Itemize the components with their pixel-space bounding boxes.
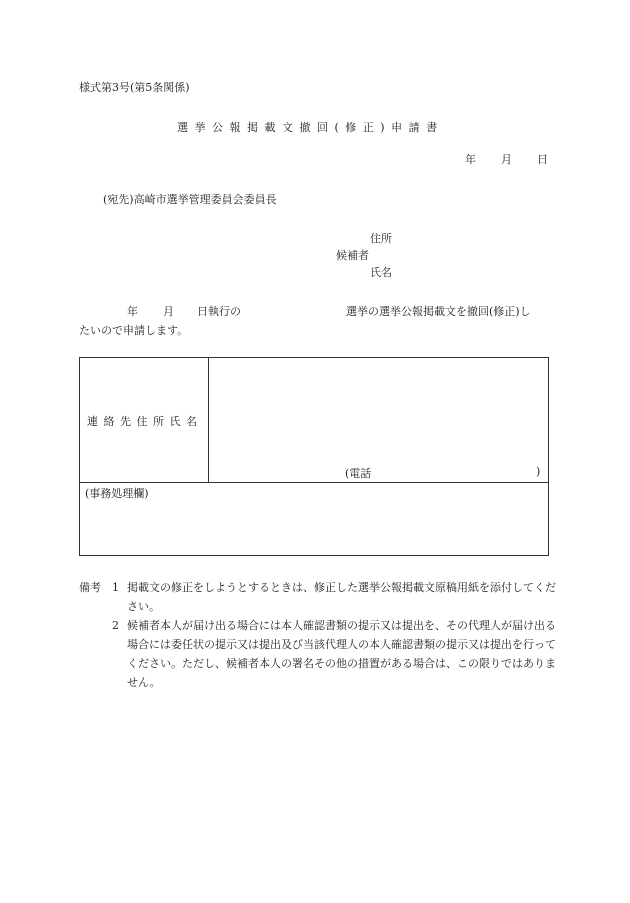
table-horizontal-divider bbox=[80, 482, 548, 483]
date-year-label: 年 bbox=[465, 153, 476, 166]
address-label: 住所 bbox=[370, 232, 392, 245]
note-item bbox=[79, 578, 556, 616]
date-day-label: 日 bbox=[537, 153, 548, 166]
notes-heading: 備考 bbox=[79, 581, 101, 594]
request-line-2: たいので申請します。 bbox=[79, 324, 189, 337]
request-year-label: 年 bbox=[127, 305, 138, 318]
note-number: 2 bbox=[112, 619, 119, 632]
addressee: (宛先)高崎市選挙管理委員会委員長 bbox=[103, 193, 277, 206]
phone-close-paren: ) bbox=[536, 465, 541, 478]
request-line-1: 選挙の選挙公報掲載文を撤回(修正)し bbox=[346, 305, 531, 318]
table-vertical-divider bbox=[208, 358, 209, 482]
note-number: 1 bbox=[112, 581, 119, 594]
contact-label: 連絡先住所氏名 bbox=[87, 415, 203, 428]
form-number: 様式第3号(第5条関係) bbox=[79, 81, 190, 94]
request-month-label: 月 bbox=[163, 305, 174, 318]
candidate-label: 候補者 bbox=[336, 249, 369, 262]
office-use-label: (事務処理欄) bbox=[85, 487, 149, 500]
name-label: 氏名 bbox=[370, 266, 392, 279]
request-execution-label: 日執行の bbox=[197, 305, 241, 318]
note-item bbox=[79, 616, 556, 692]
note-text: 掲載文の修正をしようとするときは、修正した選挙公報掲載文原稿用紙を添付してください。 bbox=[127, 581, 556, 613]
note-text: 候補者本人が届け出る場合には本人確認書類の提示又は提出を、その代理人が届け出る場合には委任状の提示又は提出及び当該代理人の本人確認書類の提示又は提出を行ってください。ただし、候補者本人の署名その他の措置がある場合は、この限りではありません。 bbox=[127, 619, 556, 689]
phone-label: (電話 bbox=[345, 467, 372, 480]
date-month-label: 月 bbox=[501, 153, 512, 166]
notes-section bbox=[79, 578, 556, 692]
contact-table bbox=[79, 357, 549, 556]
date-line bbox=[0, 153, 630, 167]
form-title: 選挙公報掲載文撤回(修正)申請書 bbox=[177, 121, 444, 134]
